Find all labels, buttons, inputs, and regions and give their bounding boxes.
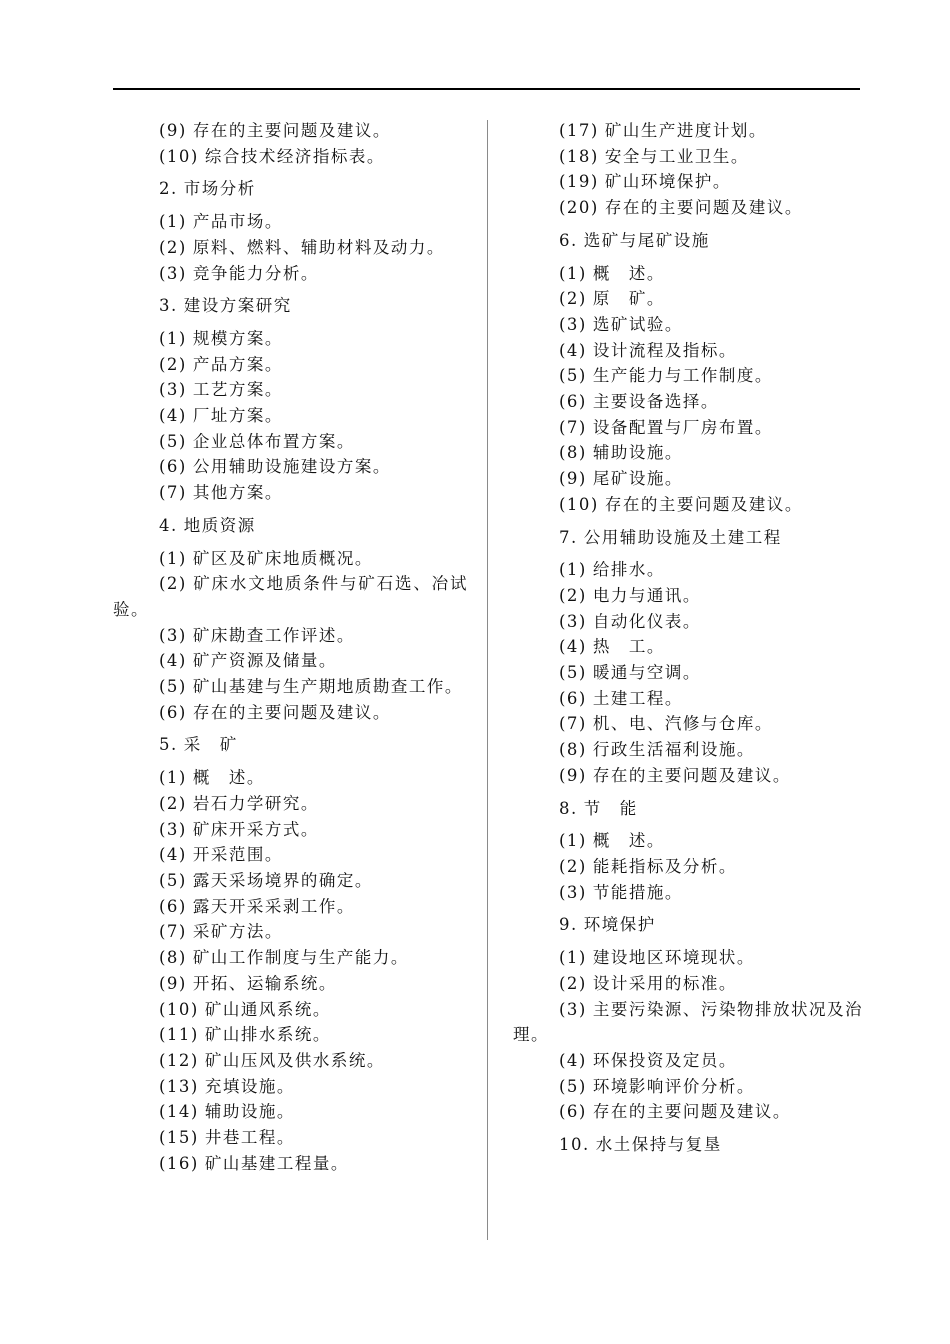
item-number: (1) bbox=[159, 212, 187, 232]
item-number: (6) bbox=[559, 688, 587, 708]
list-item bbox=[113, 1099, 468, 1125]
list-item bbox=[513, 945, 863, 971]
item-number: (5) bbox=[159, 677, 187, 697]
item-text: 给排水。 bbox=[592, 560, 665, 580]
item-number: (9) bbox=[559, 469, 587, 489]
section-heading bbox=[513, 912, 863, 938]
item-number: (2) bbox=[559, 973, 587, 993]
list-item bbox=[513, 440, 863, 466]
item-number: (7) bbox=[159, 483, 187, 503]
item-number: (5) bbox=[559, 1076, 587, 1096]
item-text: 采 矿 bbox=[183, 735, 238, 755]
item-number: (10) bbox=[559, 494, 599, 514]
item-text: 市场分析 bbox=[183, 179, 256, 199]
list-item bbox=[113, 765, 468, 791]
list-item bbox=[513, 711, 863, 737]
item-number: (18) bbox=[559, 146, 599, 166]
item-number: (20) bbox=[559, 198, 599, 218]
section-heading bbox=[513, 1132, 863, 1158]
list-item bbox=[113, 1022, 468, 1048]
item-text: 设计流程及指标。 bbox=[592, 340, 737, 360]
item-number: (13) bbox=[159, 1076, 199, 1096]
item-text: 工艺方案。 bbox=[192, 380, 283, 400]
item-text: 选矿与尾矿设施 bbox=[583, 230, 710, 250]
list-item bbox=[513, 415, 863, 441]
item-text: 能耗指标及分析。 bbox=[592, 856, 737, 876]
item-text: 产品市场。 bbox=[192, 212, 283, 232]
column-divider bbox=[487, 120, 488, 1240]
section-heading bbox=[113, 293, 468, 319]
list-item bbox=[113, 209, 468, 235]
item-text: 节 能 bbox=[583, 798, 638, 818]
section-heading bbox=[113, 732, 468, 758]
item-number: 6. bbox=[559, 230, 578, 250]
item-text: 自动化仪表。 bbox=[592, 611, 701, 631]
item-number: (19) bbox=[559, 172, 599, 192]
item-number: (7) bbox=[559, 417, 587, 437]
list-item bbox=[513, 737, 863, 763]
list-item bbox=[113, 326, 468, 352]
item-text: 充填设施。 bbox=[204, 1076, 295, 1096]
item-number: (2) bbox=[159, 793, 187, 813]
item-number: (9) bbox=[159, 121, 187, 140]
item-number: (4) bbox=[159, 651, 187, 671]
item-number: (2) bbox=[559, 585, 587, 605]
item-text: 露天开采采剥工作。 bbox=[192, 896, 355, 916]
item-text: 概 述。 bbox=[592, 831, 665, 851]
list-item bbox=[113, 1125, 468, 1151]
item-number: (4) bbox=[159, 406, 187, 426]
item-text: 环境影响评价分析。 bbox=[592, 1076, 755, 1096]
item-number: (1) bbox=[559, 560, 587, 580]
item-text: 矿山生产进度计划。 bbox=[604, 121, 767, 140]
item-text: 环保投资及定员。 bbox=[592, 1050, 737, 1070]
item-text: 存在的主要问题及建议。 bbox=[592, 1102, 791, 1122]
item-text: 厂址方案。 bbox=[192, 406, 283, 426]
item-text: 露天采场境界的确定。 bbox=[192, 870, 373, 890]
list-item bbox=[113, 144, 468, 170]
item-text: 矿床勘查工作评述。 bbox=[192, 625, 355, 645]
list-item bbox=[113, 377, 468, 403]
list-item bbox=[513, 660, 863, 686]
item-text: 热 工。 bbox=[592, 637, 665, 657]
item-text: 岩石力学研究。 bbox=[192, 793, 319, 813]
item-number: (5) bbox=[159, 431, 187, 451]
list-item bbox=[513, 466, 863, 492]
item-number: (6) bbox=[559, 1102, 587, 1122]
list-item bbox=[513, 169, 863, 195]
item-text: 存在的主要问题及建议。 bbox=[592, 765, 791, 785]
list-item bbox=[113, 429, 468, 455]
list-item bbox=[513, 261, 863, 287]
item-text: 地质资源 bbox=[183, 515, 256, 535]
item-text: 矿山排水系统。 bbox=[204, 1025, 331, 1045]
item-text: 选矿试验。 bbox=[592, 314, 683, 334]
item-number: (10) bbox=[159, 999, 199, 1019]
list-item bbox=[113, 403, 468, 429]
list-item bbox=[113, 971, 468, 997]
item-text: 存在的主要问题及建议。 bbox=[604, 198, 803, 218]
item-text: 安全与工业卫生。 bbox=[604, 146, 749, 166]
item-text: 原 矿。 bbox=[592, 289, 665, 309]
list-item bbox=[113, 674, 468, 700]
item-number: 8. bbox=[559, 798, 578, 818]
item-text: 企业总体布置方案。 bbox=[192, 431, 355, 451]
item-number: (10) bbox=[159, 146, 199, 166]
list-item bbox=[513, 997, 863, 1048]
item-text: 矿山工作制度与生产能力。 bbox=[192, 948, 409, 968]
list-item bbox=[513, 971, 863, 997]
item-number: (7) bbox=[559, 714, 587, 734]
item-number: (6) bbox=[559, 392, 587, 412]
item-text: 建设地区环境现状。 bbox=[592, 948, 755, 968]
item-text: 规模方案。 bbox=[192, 328, 283, 348]
list-item bbox=[513, 763, 863, 789]
item-text: 土建工程。 bbox=[592, 688, 683, 708]
list-item bbox=[113, 1048, 468, 1074]
item-text: 存在的主要问题及建议。 bbox=[192, 121, 391, 140]
list-item bbox=[513, 880, 863, 906]
list-item bbox=[113, 235, 468, 261]
item-number: (5) bbox=[159, 870, 187, 890]
item-number: (2) bbox=[159, 354, 187, 374]
item-text: 矿区及矿床地质概况。 bbox=[192, 548, 373, 568]
item-number: (2) bbox=[159, 574, 187, 594]
list-item bbox=[513, 609, 863, 635]
item-number: (1) bbox=[159, 768, 187, 788]
item-number: (2) bbox=[159, 237, 187, 257]
list-item bbox=[113, 571, 468, 622]
list-item bbox=[113, 791, 468, 817]
item-text: 矿山压风及供水系统。 bbox=[204, 1050, 385, 1070]
item-number: (4) bbox=[559, 1050, 587, 1070]
list-item bbox=[513, 492, 863, 518]
item-number: 10. bbox=[559, 1135, 590, 1155]
item-text: 矿山通风系统。 bbox=[204, 999, 331, 1019]
list-item bbox=[513, 1074, 863, 1100]
item-number: (8) bbox=[559, 740, 587, 760]
item-number: (1) bbox=[559, 948, 587, 968]
item-text: 设备配置与厂房布置。 bbox=[592, 417, 773, 437]
item-text: 存在的主要问题及建议。 bbox=[192, 702, 391, 722]
item-number: (1) bbox=[559, 831, 587, 851]
item-text: 矿床水文地质条件与矿石选、冶试验。 bbox=[113, 574, 468, 619]
item-text: 水土保持与复垦 bbox=[595, 1135, 722, 1155]
list-item bbox=[513, 195, 863, 221]
list-item bbox=[113, 352, 468, 378]
header-rule bbox=[113, 88, 860, 90]
item-text: 设计采用的标准。 bbox=[592, 973, 737, 993]
item-number: (3) bbox=[559, 882, 587, 902]
item-text: 开采范围。 bbox=[192, 845, 283, 865]
item-number: (4) bbox=[559, 340, 587, 360]
right-column bbox=[513, 118, 863, 1165]
item-text: 存在的主要问题及建议。 bbox=[604, 494, 803, 514]
list-item bbox=[513, 1048, 863, 1074]
list-item bbox=[513, 557, 863, 583]
item-text: 主要设备选择。 bbox=[592, 392, 719, 412]
item-text: 产品方案。 bbox=[192, 354, 283, 374]
item-number: (5) bbox=[559, 663, 587, 683]
item-number: (2) bbox=[559, 289, 587, 309]
item-text: 竞争能力分析。 bbox=[192, 263, 319, 283]
list-item bbox=[513, 286, 863, 312]
item-text: 建设方案研究 bbox=[183, 296, 292, 316]
item-number: (2) bbox=[559, 856, 587, 876]
list-item bbox=[113, 919, 468, 945]
section-heading bbox=[513, 525, 863, 551]
section-heading bbox=[513, 228, 863, 254]
item-number: (4) bbox=[159, 845, 187, 865]
item-number: (3) bbox=[159, 819, 187, 839]
list-item bbox=[113, 454, 468, 480]
item-text: 其他方案。 bbox=[192, 483, 283, 503]
item-number: (9) bbox=[559, 765, 587, 785]
item-number: 3. bbox=[159, 296, 178, 316]
item-text: 原料、燃料、辅助材料及动力。 bbox=[192, 237, 445, 257]
item-text: 辅助设施。 bbox=[592, 443, 683, 463]
item-text: 暖通与空调。 bbox=[592, 663, 701, 683]
item-text: 机、电、汽修与仓库。 bbox=[592, 714, 773, 734]
item-text: 公用辅助设施建设方案。 bbox=[192, 457, 391, 477]
list-item bbox=[513, 144, 863, 170]
item-number: 4. bbox=[159, 515, 178, 535]
left-column bbox=[113, 118, 468, 1176]
list-item bbox=[513, 118, 863, 144]
item-text: 行政生活福利设施。 bbox=[592, 740, 755, 760]
section-heading bbox=[113, 513, 468, 539]
item-number: (4) bbox=[559, 637, 587, 657]
item-number: (3) bbox=[159, 625, 187, 645]
list-item bbox=[513, 338, 863, 364]
list-item bbox=[513, 1099, 863, 1125]
item-number: 7. bbox=[559, 527, 578, 547]
item-text: 尾矿设施。 bbox=[592, 469, 683, 489]
item-text: 综合技术经济指标表。 bbox=[204, 146, 385, 166]
item-text: 矿山环境保护。 bbox=[604, 172, 731, 192]
item-text: 电力与通讯。 bbox=[592, 585, 701, 605]
item-text: 开拓、运输系统。 bbox=[192, 973, 337, 993]
list-item bbox=[513, 828, 863, 854]
item-number: (12) bbox=[159, 1050, 199, 1070]
item-text: 井巷工程。 bbox=[204, 1128, 295, 1148]
item-number: (8) bbox=[159, 948, 187, 968]
item-number: (11) bbox=[159, 1025, 199, 1045]
item-text: 主要污染源、污染物排放状况及治理。 bbox=[513, 999, 863, 1045]
item-number: (1) bbox=[159, 328, 187, 348]
item-number: (6) bbox=[159, 896, 187, 916]
list-item bbox=[113, 945, 468, 971]
list-item bbox=[113, 261, 468, 287]
list-item bbox=[513, 312, 863, 338]
item-number: (16) bbox=[159, 1153, 199, 1173]
list-item bbox=[513, 634, 863, 660]
section-heading bbox=[513, 796, 863, 822]
list-item bbox=[113, 1151, 468, 1177]
list-item bbox=[113, 894, 468, 920]
item-number: (9) bbox=[159, 973, 187, 993]
list-item bbox=[513, 363, 863, 389]
item-number: (8) bbox=[559, 443, 587, 463]
item-text: 概 述。 bbox=[192, 768, 265, 788]
item-number: (5) bbox=[559, 366, 587, 386]
item-number: (1) bbox=[159, 548, 187, 568]
item-text: 矿床开采方式。 bbox=[192, 819, 319, 839]
item-number: (1) bbox=[559, 263, 587, 283]
item-number: 2. bbox=[159, 179, 178, 199]
list-item bbox=[113, 118, 468, 144]
list-item bbox=[113, 700, 468, 726]
item-text: 生产能力与工作制度。 bbox=[592, 366, 773, 386]
item-number: (3) bbox=[159, 380, 187, 400]
list-item bbox=[113, 842, 468, 868]
item-text: 环境保护 bbox=[583, 915, 656, 935]
item-number: (3) bbox=[559, 314, 587, 334]
item-number: 9. bbox=[559, 915, 578, 935]
list-item bbox=[513, 686, 863, 712]
list-item bbox=[113, 480, 468, 506]
item-number: (6) bbox=[159, 702, 187, 722]
item-number: (7) bbox=[159, 922, 187, 942]
item-text: 公用辅助设施及土建工程 bbox=[583, 527, 782, 547]
list-item bbox=[113, 623, 468, 649]
item-number: (3) bbox=[559, 999, 587, 1019]
list-item bbox=[113, 817, 468, 843]
item-text: 辅助设施。 bbox=[204, 1102, 295, 1122]
item-number: (15) bbox=[159, 1128, 199, 1148]
item-text: 节能措施。 bbox=[592, 882, 683, 902]
item-number: (17) bbox=[559, 121, 599, 140]
list-item bbox=[113, 868, 468, 894]
item-number: (3) bbox=[159, 263, 187, 283]
item-number: (14) bbox=[159, 1102, 199, 1122]
list-item bbox=[513, 583, 863, 609]
list-item bbox=[113, 997, 468, 1023]
list-item bbox=[513, 389, 863, 415]
item-text: 矿山基建工程量。 bbox=[204, 1153, 349, 1173]
item-number: 5. bbox=[159, 735, 178, 755]
list-item bbox=[113, 648, 468, 674]
item-text: 矿山基建与生产期地质勘查工作。 bbox=[192, 677, 463, 697]
item-text: 概 述。 bbox=[592, 263, 665, 283]
item-text: 采矿方法。 bbox=[192, 922, 283, 942]
item-number: (3) bbox=[559, 611, 587, 631]
list-item bbox=[113, 1074, 468, 1100]
list-item bbox=[513, 854, 863, 880]
item-text: 矿产资源及储量。 bbox=[192, 651, 337, 671]
list-item bbox=[113, 546, 468, 572]
section-heading bbox=[113, 176, 468, 202]
item-number: (6) bbox=[159, 457, 187, 477]
